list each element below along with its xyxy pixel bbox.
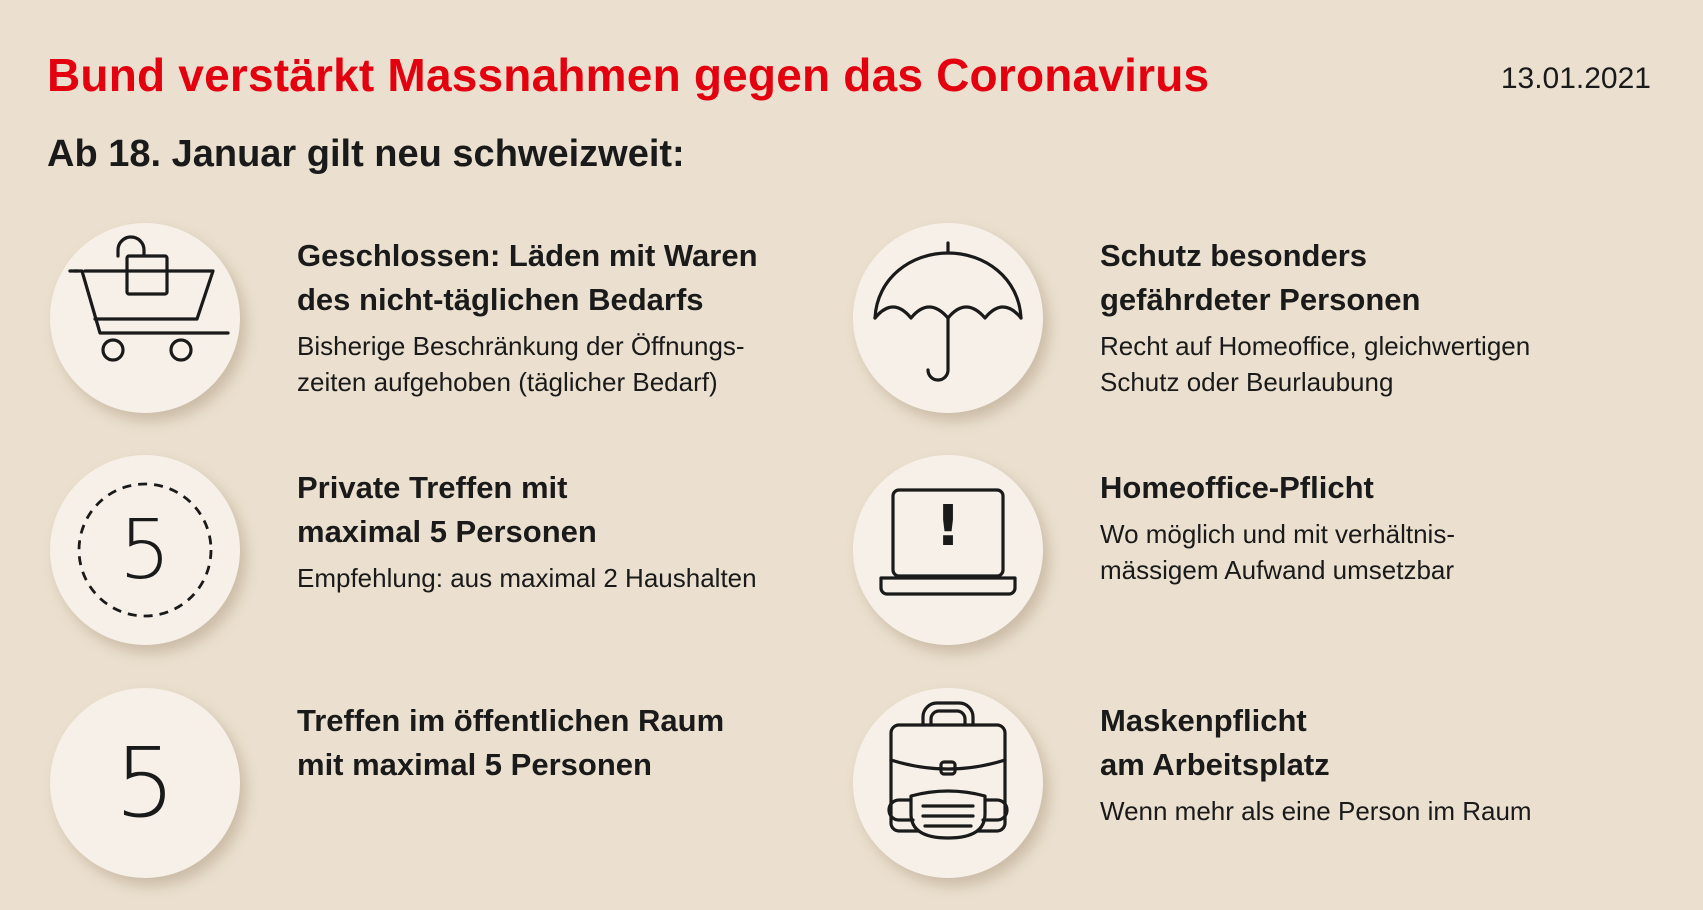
- page-subtitle: Ab 18. Januar gilt neu schweizweit:: [47, 133, 685, 175]
- measure-description: Recht auf Homeoffice, gleichwertigen Schutz oder Beurlaubung: [1100, 331, 1531, 397]
- measure-description: Wo möglich und mit verhältnis- mässigem Aufwand umsetzbar: [1100, 519, 1455, 585]
- measure-heading: Maskenpflicht am Arbeitsplatz: [1100, 703, 1330, 782]
- measure-heading: Homeoffice-Pflicht: [1100, 470, 1374, 505]
- laptop-warning-icon: [853, 455, 1043, 645]
- icon-number: 5: [114, 727, 176, 839]
- icon-warning-mark: !: [935, 494, 961, 559]
- measure-description: Empfehlung: aus maximal 2 Haushalten: [297, 563, 757, 593]
- icon-number: 5: [118, 503, 172, 598]
- number-five-icon: [50, 688, 240, 878]
- umbrella-icon: [853, 223, 1043, 413]
- date-label: 13.01.2021: [1500, 62, 1651, 95]
- measure-description: Bisherige Beschränkung der Öffnungs- zeiten aufgehoben (täglicher Bedarf): [297, 331, 745, 397]
- measure-description: Wenn mehr als eine Person im Raum: [1100, 796, 1532, 826]
- page-title: Bund verstärkt Massnahmen gegen das Coronavirus: [47, 49, 1210, 101]
- measure-heading: Private Treffen mit maximal 5 Personen: [297, 470, 597, 549]
- dashed-circle-five-icon: [50, 455, 240, 645]
- measure-heading: Schutz besonders gefährdeter Personen: [1100, 238, 1421, 317]
- shopping-cart-lock-icon: [50, 223, 240, 413]
- measure-heading: Geschlossen: Läden mit Waren des nicht-täglichen Bedarfs: [297, 238, 758, 317]
- briefcase-mask-icon: [853, 688, 1043, 878]
- measure-heading: Treffen im öffentlichen Raum mit maximal 5 Personen: [297, 703, 725, 782]
